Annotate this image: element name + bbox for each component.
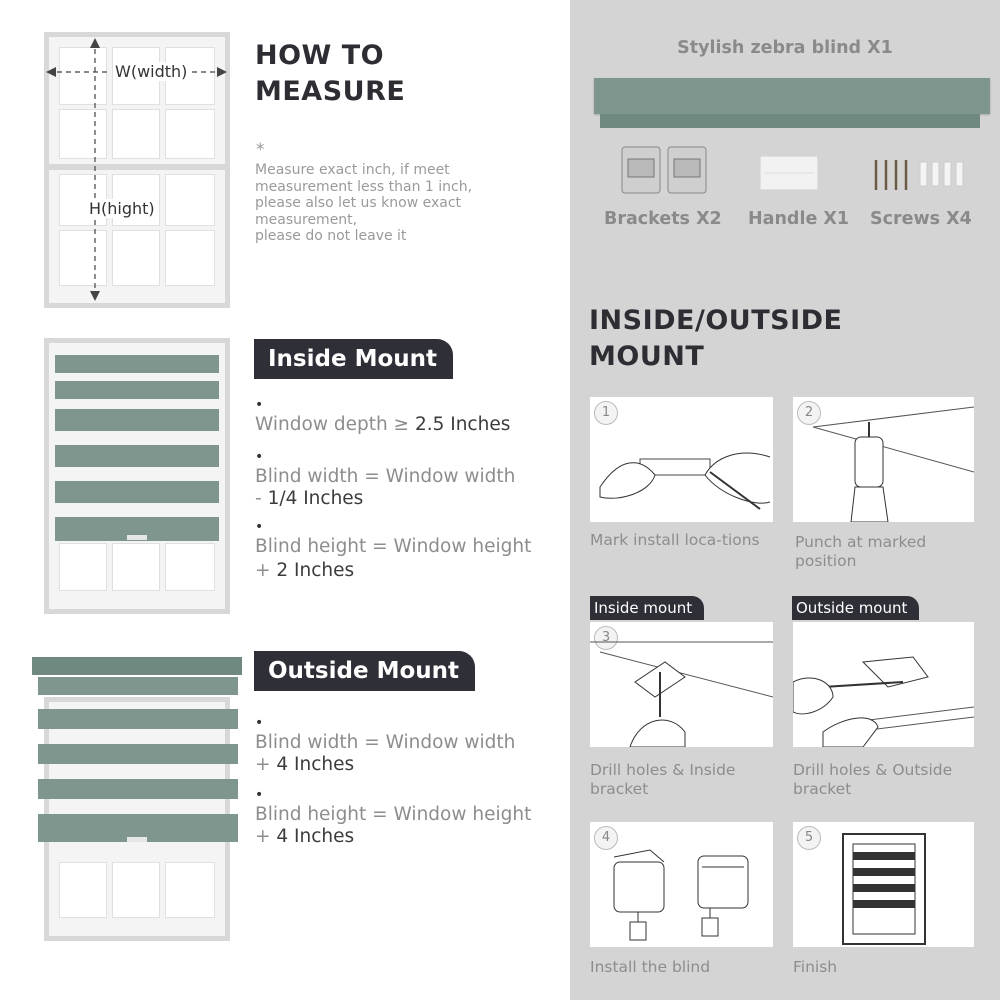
- bullet: •: [255, 449, 264, 465]
- step-5-card: [793, 822, 974, 947]
- spec-line: Window depth ≥ 2.5 Inches: [255, 414, 511, 435]
- step-3-card: [590, 622, 773, 747]
- outside-mount-badge: Outside Mount: [254, 651, 475, 691]
- drill-illustration: [793, 397, 974, 522]
- spec-line: Blind width = Window width: [255, 466, 516, 487]
- inside-bracket-illustration: [590, 622, 773, 747]
- note-line: please also let us know exact: [255, 195, 462, 211]
- spec-line: + 4 Inches: [255, 754, 355, 775]
- measure-title-line1: HOW TO: [255, 40, 385, 71]
- step-2-card: [793, 397, 974, 522]
- measure-title-line2: MEASURE: [255, 76, 406, 107]
- step-number: 1: [594, 401, 618, 425]
- brackets-label: Brackets X2: [604, 209, 722, 229]
- package-title: Stylish zebra blind X1: [677, 38, 893, 58]
- step-2-caption: Punch at marked position: [795, 533, 927, 570]
- step-3b-caption: Drill holes & Outside bracket: [793, 761, 953, 798]
- step-number: 3: [594, 626, 618, 650]
- step-1-card: [590, 397, 773, 522]
- note-line: please do not leave it: [255, 228, 407, 244]
- bullet: •: [255, 787, 264, 803]
- inside-mount-tag: Inside mount: [590, 596, 704, 620]
- spec-line: Blind height = Window height: [255, 536, 532, 557]
- handle-image: [760, 156, 820, 192]
- brackets-image: [618, 145, 710, 197]
- step-4-card: [590, 822, 773, 947]
- measure-note: [255, 162, 555, 245]
- step-5-caption: Finish: [793, 958, 838, 976]
- step-3-caption: Drill holes & Inside bracket: [590, 761, 736, 798]
- step-1-caption: Mark install loca-tions: [590, 531, 760, 549]
- spec-line: + 4 Inches: [255, 826, 355, 847]
- note-line: Measure exact inch, if meet: [255, 162, 450, 178]
- note-line: measurement,: [255, 211, 358, 228]
- inside-mount-badge: Inside Mount: [254, 339, 453, 379]
- note-asterisk: *: [256, 140, 265, 160]
- height-label: H(hight): [89, 199, 155, 218]
- step-3b-card: [793, 622, 974, 747]
- handle-label: Handle X1: [748, 209, 850, 229]
- outside-mount-specs: [255, 716, 555, 848]
- bullet: •: [255, 519, 264, 535]
- note-line: measurement less than 1 inch,: [255, 178, 473, 195]
- install-title: [589, 303, 843, 375]
- outside-mount-window: [32, 657, 244, 942]
- install-title-line1: INSIDE/OUTSIDE: [589, 305, 843, 336]
- measure-title: [255, 38, 405, 110]
- spec-line: Blind height = Window height: [255, 804, 532, 825]
- inside-mount-window: [44, 338, 230, 614]
- width-label: W(width): [115, 62, 188, 81]
- step-number: 4: [594, 826, 618, 850]
- inside-mount-specs: [255, 398, 555, 582]
- headrail-image: [594, 78, 990, 128]
- screws-label: Screws X4: [870, 209, 972, 229]
- outside-bracket-illustration: [793, 622, 974, 747]
- step-number: 5: [797, 826, 821, 850]
- finished-blind-illustration: [793, 822, 974, 947]
- bullet: •: [255, 397, 264, 413]
- step-number: 2: [797, 401, 821, 425]
- measuring-illustration: [590, 397, 773, 522]
- screws-image: [870, 156, 970, 194]
- install-title-line2: MOUNT: [589, 341, 705, 372]
- spec-line: + 2 Inches: [255, 560, 355, 581]
- bullet: •: [255, 715, 264, 731]
- outside-mount-tag: Outside mount: [792, 596, 919, 620]
- step-4-caption: Install the blind: [590, 958, 711, 976]
- install-blind-illustration: [590, 822, 773, 947]
- spec-line: - 1/4 Inches: [255, 488, 364, 509]
- spec-line: Blind width = Window width: [255, 732, 516, 753]
